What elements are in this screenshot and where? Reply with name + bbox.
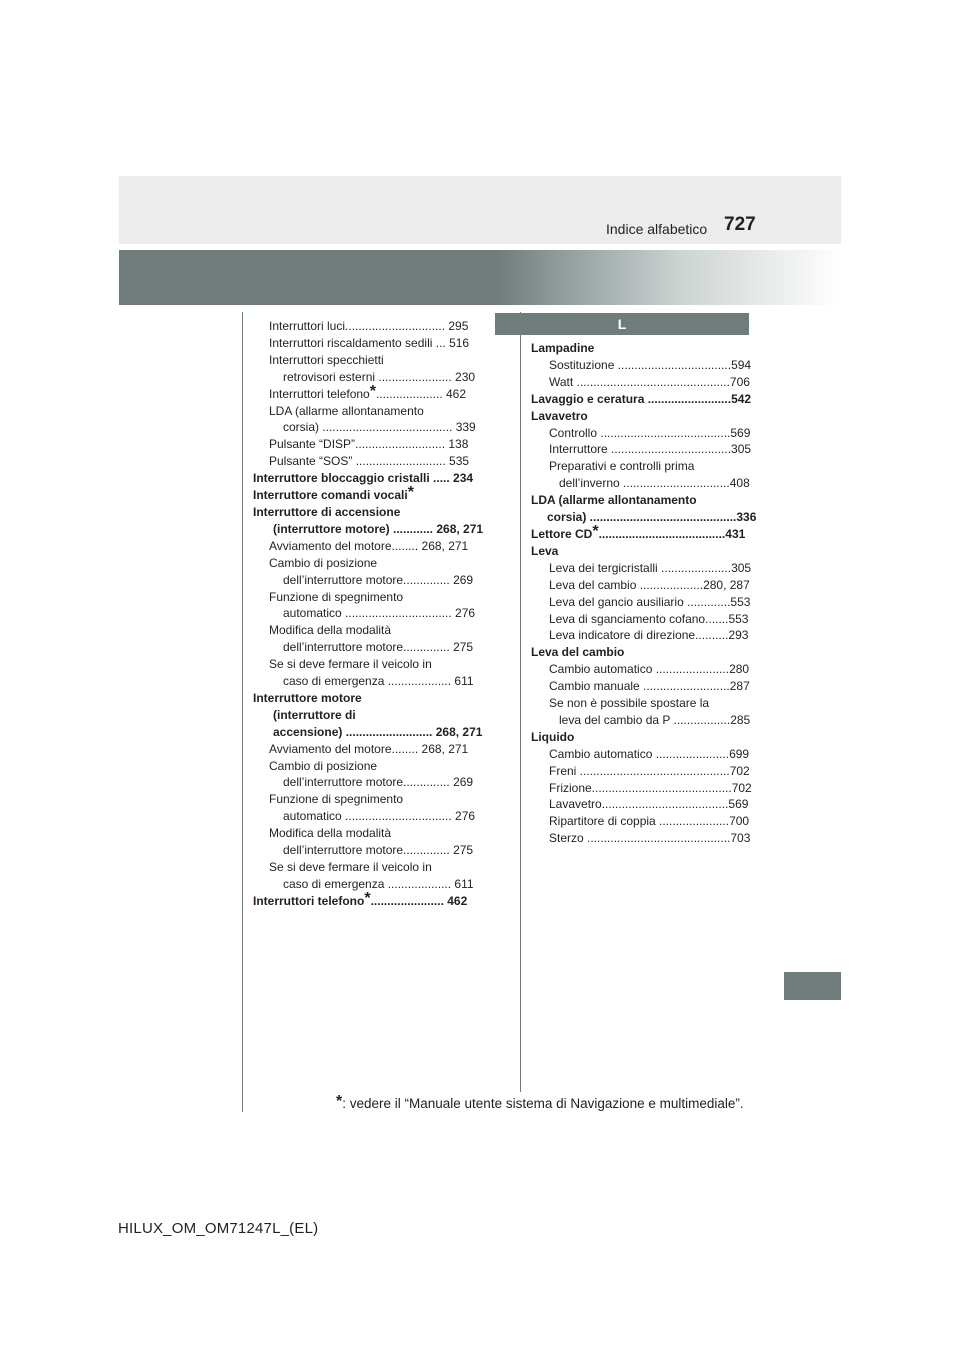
index-subentry bbox=[253, 352, 479, 369]
index-subentry bbox=[253, 656, 479, 673]
entry-text: (interruttore motore) ............ 268, 271 bbox=[273, 521, 484, 536]
index-subentry bbox=[531, 458, 753, 475]
entry-text: Modifica della modalità bbox=[269, 826, 392, 841]
entry-text: Ripartitore di coppia .....................700 bbox=[549, 814, 750, 829]
index-subentry bbox=[253, 605, 479, 622]
index-subentry bbox=[253, 419, 479, 436]
index-subentry bbox=[531, 611, 753, 628]
entry-text: Leva di sganciamento cofano.......553 bbox=[549, 611, 749, 626]
index-subentry bbox=[531, 661, 753, 678]
index-subentry bbox=[531, 441, 753, 458]
entry-text: Se si deve fermare il veicolo in bbox=[269, 657, 432, 672]
entry-text: Avviamento del motore........ 268, 271 bbox=[269, 741, 469, 756]
entry-text: Funzione di spegnimento bbox=[269, 589, 404, 604]
index-subentry bbox=[253, 572, 479, 589]
index-subentry bbox=[253, 521, 484, 538]
index-subentry bbox=[531, 594, 753, 611]
index-subentry bbox=[253, 453, 479, 470]
index-subentry bbox=[531, 560, 753, 577]
entry-text: Cambio di posizione bbox=[269, 555, 378, 570]
index-entry bbox=[531, 543, 753, 560]
index-subentry bbox=[253, 825, 479, 842]
entry-text: Frizione..........................................702 bbox=[549, 780, 752, 795]
index-entry bbox=[253, 690, 479, 707]
index-subentry bbox=[531, 780, 753, 797]
index-subentry bbox=[531, 813, 753, 830]
entry-text: leva del cambio da P .................285 bbox=[559, 712, 751, 727]
column-divider bbox=[520, 312, 521, 1092]
index-subentry bbox=[253, 724, 483, 741]
index-subentry bbox=[531, 763, 753, 780]
page-number: 727 bbox=[724, 214, 756, 235]
index-subentry bbox=[253, 741, 479, 758]
entry-text: Liquido bbox=[531, 729, 575, 744]
entry-text: (interruttore di bbox=[273, 707, 356, 722]
index-subentry bbox=[531, 695, 753, 712]
index-subentry bbox=[531, 374, 753, 391]
index-subentry bbox=[253, 791, 479, 808]
entry-page-ref: ...................... 462 bbox=[370, 893, 468, 908]
entry-text: Leva del gancio ausiliario .............553 bbox=[549, 594, 751, 609]
entry-text: Cambio automatico ......................699 bbox=[549, 746, 750, 761]
footnote-text: : vedere il “Manuale utente sistema di Navigazione e multimediale”. bbox=[342, 1096, 744, 1111]
entry-text: Interruttori riscaldamento sedili ... 516 bbox=[269, 335, 470, 350]
entry-text: Modifica della modalità bbox=[269, 623, 392, 638]
entry-text: Avviamento del motore........ 268, 271 bbox=[269, 538, 469, 553]
index-subentry bbox=[531, 577, 753, 594]
entry-text: Cambio manuale ..........................287 bbox=[549, 679, 750, 694]
entry-page-ref: ......................................431 bbox=[598, 526, 746, 541]
entry-text: Pulsante “DISP”........................... 138 bbox=[269, 437, 469, 452]
index-entry bbox=[531, 408, 753, 425]
index-subentry bbox=[253, 622, 479, 639]
right-index-column bbox=[531, 340, 757, 847]
index-entry bbox=[531, 522, 753, 543]
index-subentry bbox=[531, 475, 753, 492]
index-subentry bbox=[531, 746, 753, 763]
index-entry bbox=[253, 484, 479, 504]
entry-text: Leva bbox=[531, 543, 559, 558]
entry-text: Freni .............................................702 bbox=[549, 763, 750, 778]
footnote-star-icon: * bbox=[369, 382, 376, 400]
index-entry bbox=[253, 504, 479, 521]
index-subentry bbox=[531, 712, 753, 729]
entry-text: Leva del cambio bbox=[531, 645, 625, 660]
entry-text: LDA (allarme allontanamento bbox=[531, 493, 697, 508]
index-subentry bbox=[253, 859, 479, 876]
index-subentry bbox=[531, 627, 753, 644]
entry-text: dell’interruttore motore.............. 269 bbox=[283, 775, 474, 790]
entry-text: accensione) .......................... 268, 271 bbox=[273, 724, 483, 739]
index-entry bbox=[531, 391, 753, 408]
index-subentry bbox=[253, 774, 479, 791]
entry-text: Cambio automatico ......................280 bbox=[549, 662, 750, 677]
entry-text: Leva dei tergicristalli .....................305 bbox=[549, 560, 752, 575]
entry-text: Leva indicatore di direzione..........293 bbox=[549, 628, 749, 643]
entry-text: LDA (allarme allontanamento bbox=[269, 403, 424, 418]
index-subentry bbox=[531, 509, 757, 526]
entry-text: dell’inverno ................................408 bbox=[559, 476, 750, 491]
entry-text: Interruttori telefono bbox=[269, 386, 370, 401]
index-subentry bbox=[253, 808, 479, 825]
entry-text: Sterzo ...........................................703 bbox=[549, 831, 751, 846]
index-entry bbox=[531, 340, 753, 357]
entry-text: caso di emergenza ................... 611 bbox=[283, 674, 474, 689]
entry-text: Preparativi e controlli prima bbox=[549, 459, 695, 474]
index-subentry bbox=[253, 639, 479, 656]
entry-text: corsia) ....................................... 339 bbox=[283, 420, 476, 435]
entry-page-ref: .................... 462 bbox=[375, 386, 467, 401]
entry-text: dell’interruttore motore.............. 275 bbox=[283, 843, 474, 858]
index-side-tab bbox=[784, 972, 841, 1000]
index-subentry bbox=[253, 538, 479, 555]
entry-text: Funzione di spegnimento bbox=[269, 792, 404, 807]
index-subentry bbox=[253, 369, 479, 386]
entry-text: Se si deve fermare il veicolo in bbox=[269, 860, 432, 874]
entry-text: Pulsante “SOS” ........................... 535 bbox=[269, 454, 470, 469]
index-subentry bbox=[531, 678, 753, 695]
entry-text: Cambio di posizione bbox=[269, 758, 378, 773]
entry-text: dell’interruttore motore.............. 269 bbox=[283, 572, 474, 587]
index-entry bbox=[531, 729, 753, 746]
index-subentry bbox=[531, 357, 753, 374]
entry-text: automatico ................................ 276 bbox=[283, 809, 476, 824]
entry-text: Controllo .......................................569 bbox=[549, 425, 751, 440]
index-subentry bbox=[531, 425, 753, 442]
index-subentry bbox=[253, 382, 479, 403]
entry-text: Lavaggio e ceratura .........................542 bbox=[531, 391, 752, 406]
entry-text: caso di emergenza ................... 611 bbox=[283, 876, 474, 891]
entry-text: Se non è possibile spostare la bbox=[549, 696, 710, 711]
index-entry bbox=[253, 470, 479, 487]
entry-text: corsia) ............................................336 bbox=[547, 510, 757, 525]
entry-text: Interruttore motore bbox=[253, 690, 362, 705]
index-subentry bbox=[253, 589, 479, 606]
index-subentry bbox=[253, 758, 479, 775]
index-subentry bbox=[253, 335, 479, 352]
footnote-star: * bbox=[336, 1092, 343, 1110]
entry-text: Interruttori specchietti bbox=[269, 352, 384, 367]
index-entry bbox=[253, 889, 479, 910]
index-subentry bbox=[253, 403, 479, 420]
entry-text: Interruttori telefono bbox=[253, 893, 365, 908]
entry-text: automatico ................................ 276 bbox=[283, 606, 476, 621]
entry-text: dell’interruttore motore.............. 275 bbox=[283, 640, 474, 655]
footnote-star-icon: * bbox=[364, 889, 371, 907]
entry-text: Lampadine bbox=[531, 341, 595, 355]
index-subentry bbox=[253, 436, 479, 453]
decorative-gradient-bar bbox=[119, 250, 841, 305]
entry-text: Lavavetro......................................569 bbox=[549, 797, 749, 812]
entry-text: Interruttore ....................................305 bbox=[549, 442, 752, 457]
entry-text: Interruttore di accensione bbox=[253, 504, 401, 519]
index-entry bbox=[531, 644, 753, 661]
left-margin-rule bbox=[242, 312, 243, 1112]
entry-text: Interruttori luci.............................. 295 bbox=[269, 319, 469, 333]
index-subentry bbox=[253, 673, 479, 690]
document-id: HILUX_OM_OM71247L_(EL) bbox=[118, 1220, 319, 1237]
entry-text: Lavavetro bbox=[531, 408, 588, 423]
left-index-column bbox=[253, 318, 484, 910]
section-title: Indice alfabetico bbox=[606, 221, 708, 237]
entry-text: Lettore CD bbox=[531, 526, 593, 541]
footnote-star-icon: * bbox=[407, 484, 414, 502]
entry-text: Watt ..............................................706 bbox=[549, 374, 750, 389]
entry-text: retrovisori esterni ...................... 230 bbox=[283, 369, 476, 384]
index-entry bbox=[531, 492, 753, 509]
footnote bbox=[336, 1092, 744, 1111]
footnote-star-icon: * bbox=[592, 522, 599, 540]
entry-text: Sostituzione ..................................594 bbox=[549, 357, 752, 372]
index-subentry bbox=[253, 707, 479, 724]
letter-heading: L bbox=[495, 313, 749, 335]
entry-text: Leva del cambio ...................280, 287 bbox=[549, 577, 750, 592]
index-subentry bbox=[253, 842, 479, 859]
entry-text: Interruttore comandi vocali bbox=[253, 488, 408, 503]
index-subentry bbox=[531, 830, 753, 847]
index-subentry bbox=[531, 796, 753, 813]
entry-text: Interruttore bloccaggio cristalli ..... 234 bbox=[253, 471, 474, 486]
index-subentry bbox=[253, 555, 479, 572]
index-subentry bbox=[253, 318, 479, 335]
